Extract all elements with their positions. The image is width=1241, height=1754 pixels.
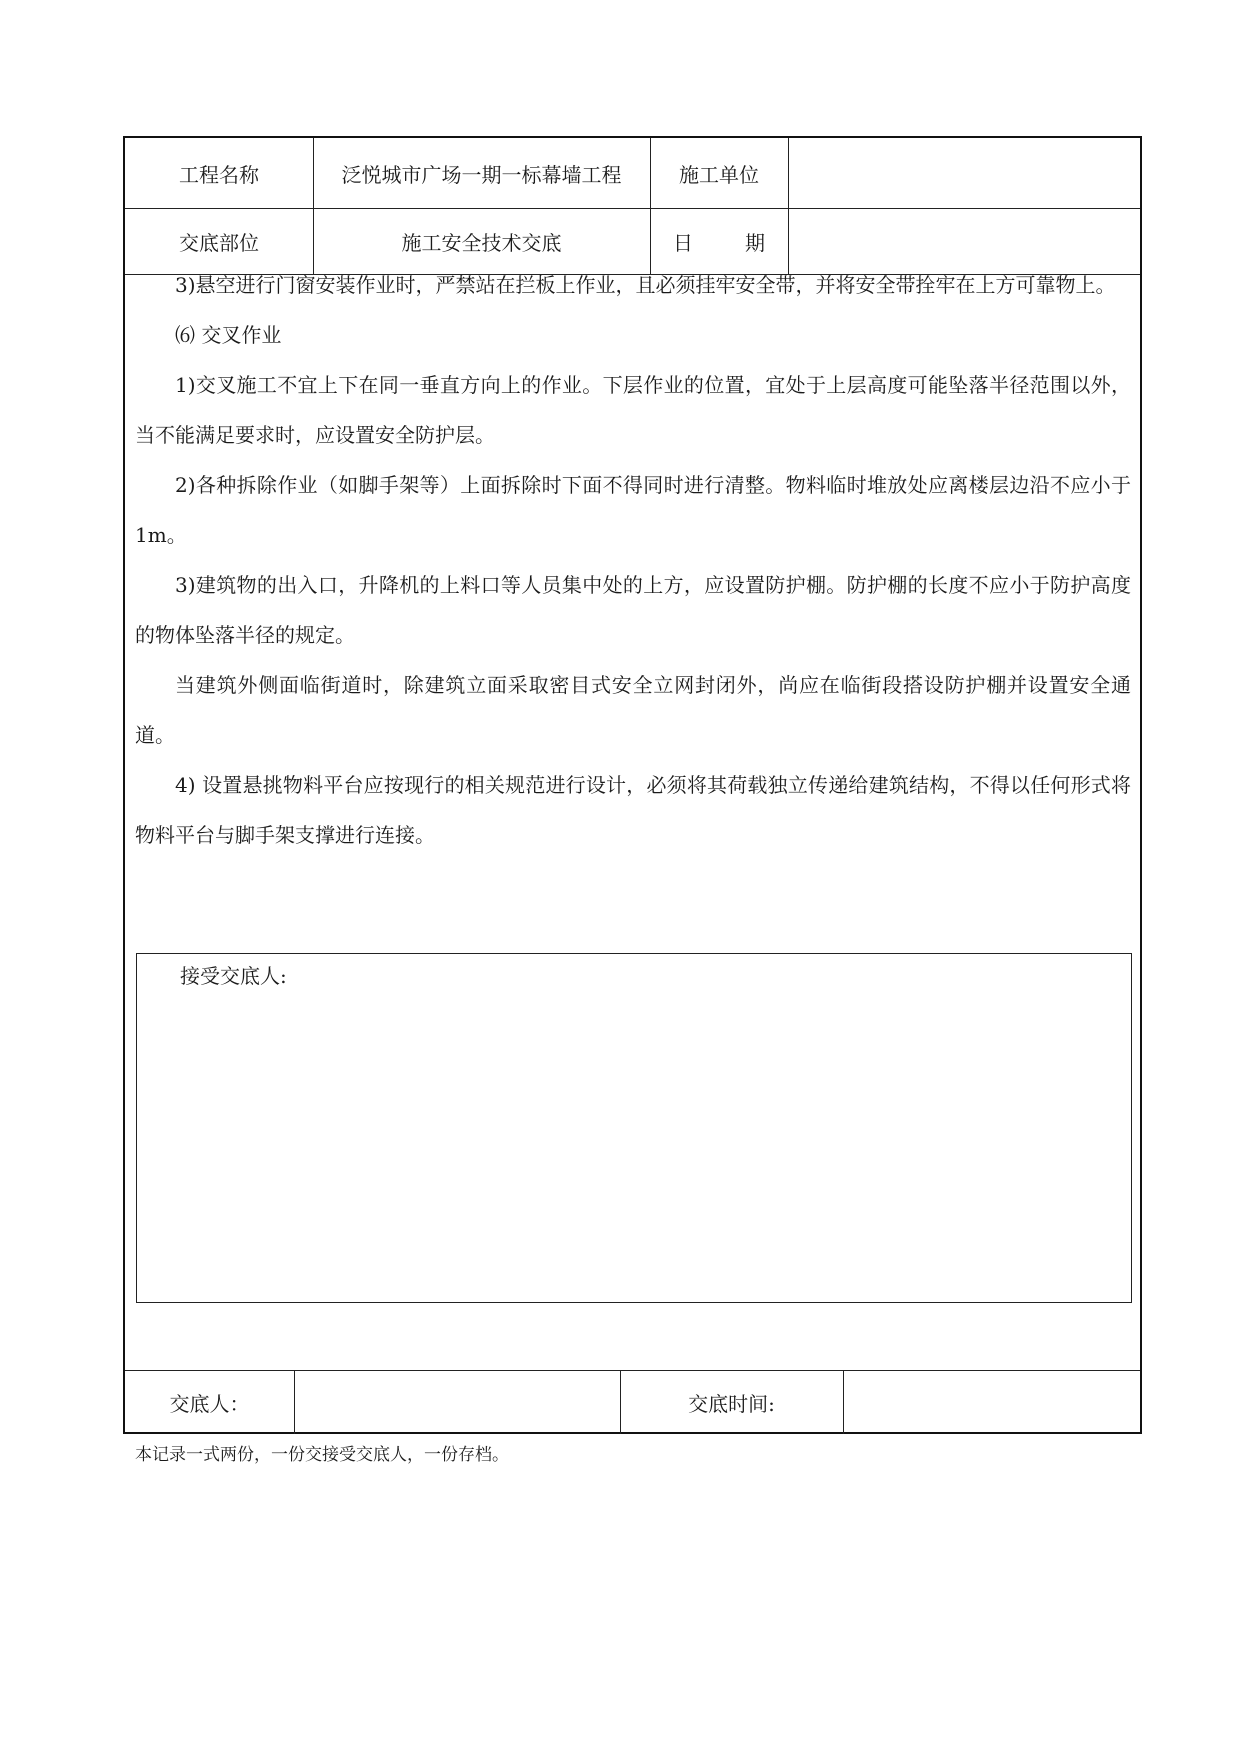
handover-time-value <box>843 1370 1142 1434</box>
handover-part-label: 交底部位 <box>179 230 259 255</box>
content-paragraph: 1)交叉施工不宜上下在同一垂直方向上的作业。下层作业的位置，宜处于上层高度可能坠落半径范围以外，当不能满足要求时，应设置安全防护层。 <box>135 373 1131 447</box>
content-paragraph: 2)各种拆除作业（如脚手架等）上面拆除时下面不得同时进行清整。物料临时堆放处应离楼层边沿不应小于 1m。 <box>135 473 1131 547</box>
record-note: 本记录一式两份，一份交接受交底人，一份存档。 <box>135 1445 509 1465</box>
handover-person-label: 交底人： <box>169 1391 250 1416</box>
receiver-label: 接受交底人: <box>180 964 287 988</box>
project-name-value: 泛悦城市广场一期一标幕墙工程 <box>341 162 622 187</box>
date-label-char-1: 日 <box>673 230 693 255</box>
content-paragraph: 当建筑外侧面临街道时，除建筑立面采取密目式安全立网封闭外，尚应在临街段搭设防护棚并设置安全通道。 <box>135 673 1131 747</box>
content-paragraph: 4) 设置悬挑物料平台应按现行的相关规范进行设计，必须将其荷载独立传递给建筑结构，不得以任何形式将物料平台与脚手架支撑进行连接。 <box>135 773 1131 847</box>
date-label-char-2: 期 <box>745 230 765 255</box>
project-name-label: 工程名称 <box>179 162 259 187</box>
construction-unit-value <box>788 138 1142 208</box>
content-paragraph: 3)建筑物的出入口，升降机的上料口等人员集中处的上方，应设置防护棚。防护棚的长度不应小于防护高度的物体坠落半径的规定。 <box>135 573 1131 647</box>
handover-person-value <box>294 1370 620 1434</box>
handover-time-label: 交底时间: <box>688 1391 775 1416</box>
content-paragraph: 3)悬空进行门窗安装作业时，严禁站在拦板上作业，且必须挂牢安全带，并将安全带拴牢在上方可靠物上。 <box>175 273 1116 297</box>
receiver-signature-box <box>136 953 1132 1303</box>
handover-part-value: 施工安全技术交底 <box>401 230 562 255</box>
safety-content <box>135 260 1131 860</box>
construction-unit-label: 施工单位 <box>679 162 759 187</box>
content-heading: ⑹ 交叉作业 <box>175 323 282 347</box>
handover-form <box>123 136 1142 1434</box>
